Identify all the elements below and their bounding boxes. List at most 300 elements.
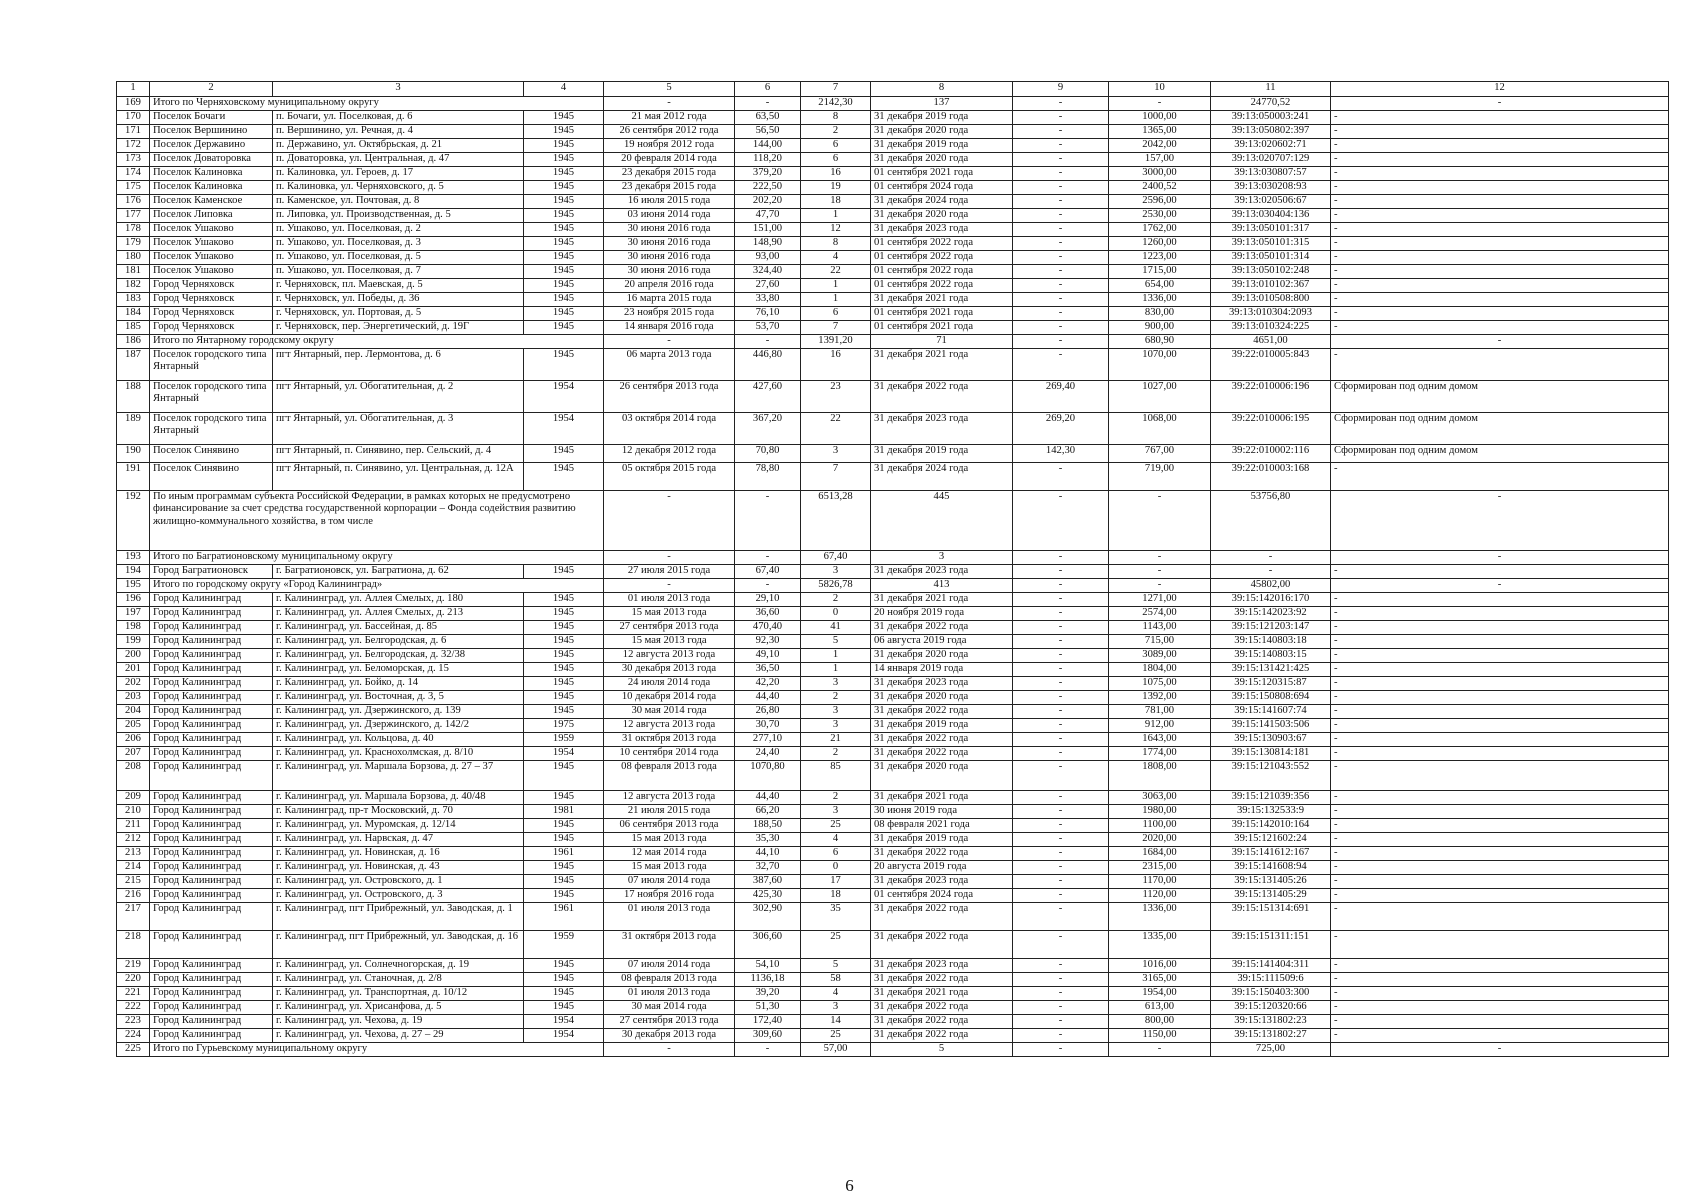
table-cell: 1945 xyxy=(524,223,604,237)
table-cell: - xyxy=(1331,293,1669,307)
table-cell: 26 сентября 2013 года xyxy=(604,381,735,413)
table-cell: 613,00 xyxy=(1109,1001,1211,1015)
table-cell: 1945 xyxy=(524,889,604,903)
table-row xyxy=(117,381,1669,413)
table-cell: - xyxy=(1331,593,1669,607)
table-cell: 12 августа 2013 года xyxy=(604,791,735,805)
table-cell: - xyxy=(1331,791,1669,805)
table-cell: Город Калининград xyxy=(150,987,273,1001)
table-row-summary xyxy=(117,551,1669,565)
table-cell: г. Калининград, ул. Нарвская, д. 47 xyxy=(273,833,524,847)
table-cell: г. Калининград, ул. Маршала Борзова, д. 27 – 37 xyxy=(273,761,524,791)
table-row xyxy=(117,607,1669,621)
table-cell: 387,60 xyxy=(735,875,801,889)
table-cell: 1945 xyxy=(524,761,604,791)
table-cell: 1945 xyxy=(524,321,604,335)
table-cell: 1945 xyxy=(524,293,604,307)
table-cell: 58 xyxy=(801,973,871,987)
table-cell: - xyxy=(1013,819,1109,833)
table-cell: 39:15:131405:29 xyxy=(1211,889,1331,903)
table-cell: 03 июня 2014 года xyxy=(604,209,735,223)
table-cell: 45802,00 xyxy=(1211,579,1331,593)
table-cell: 01 сентября 2022 года xyxy=(871,251,1013,265)
table-cell: - xyxy=(1013,491,1109,551)
table-row xyxy=(117,237,1669,251)
table-cell: г. Калининград, ул. Островского, д. 1 xyxy=(273,875,524,889)
table-cell: г. Калининград, ул. Транспортная, д. 10/12 xyxy=(273,987,524,1001)
table-cell: 225 xyxy=(117,1043,150,1057)
table-cell: 205 xyxy=(117,719,150,733)
table-cell: 14 xyxy=(801,1015,871,1029)
table-cell: 211 xyxy=(117,819,150,833)
table-cell: - xyxy=(1331,819,1669,833)
table-cell: 39:15:111509:6 xyxy=(1211,973,1331,987)
table-cell: - xyxy=(1211,551,1331,565)
table-cell: 57,00 xyxy=(801,1043,871,1057)
table-cell: 01 сентября 2024 года xyxy=(871,889,1013,903)
table-cell: - xyxy=(1331,125,1669,139)
table-cell: Город Калининград xyxy=(150,903,273,931)
table-cell: 148,90 xyxy=(735,237,801,251)
table-cell: 2 xyxy=(801,593,871,607)
table-cell: - xyxy=(1331,719,1669,733)
table-cell: 01 сентября 2021 года xyxy=(871,307,1013,321)
table-cell: 1954 xyxy=(524,413,604,445)
table-cell: - xyxy=(604,1043,735,1057)
table-cell: 715,00 xyxy=(1109,635,1211,649)
table-cell: - xyxy=(1331,265,1669,279)
table-cell: 31 декабря 2021 года xyxy=(871,293,1013,307)
table-cell: 10 декабря 2014 года xyxy=(604,691,735,705)
table-cell: - xyxy=(1013,621,1109,635)
table-cell: пгт Янтарный, п. Синявино, пер. Сельский, д. 4 xyxy=(273,445,524,463)
table-cell: 39:15:142016:170 xyxy=(1211,593,1331,607)
table-cell: 170 xyxy=(117,111,150,125)
table-cell: 2400,52 xyxy=(1109,181,1211,195)
table-cell: 5 xyxy=(801,959,871,973)
table-cell: 269,40 xyxy=(1013,381,1109,413)
table-cell: 219 xyxy=(117,959,150,973)
table-cell: 31 декабря 2022 года xyxy=(871,1029,1013,1043)
table-cell: 1136,18 xyxy=(735,973,801,987)
table-cell: - xyxy=(604,579,735,593)
table-cell: Итого по Черняховскому муниципальному округу xyxy=(150,97,604,111)
table-cell: 39:22:010006:195 xyxy=(1211,413,1331,445)
table-cell: 17 ноября 2016 года xyxy=(604,889,735,903)
table-cell: 202,20 xyxy=(735,195,801,209)
table-cell: 1075,00 xyxy=(1109,677,1211,691)
table-cell: 1170,00 xyxy=(1109,875,1211,889)
table-cell: 189 xyxy=(117,413,150,445)
table-cell: - xyxy=(1013,307,1109,321)
table-cell: - xyxy=(1331,861,1669,875)
table-cell: 31 декабря 2022 года xyxy=(871,621,1013,635)
table-cell: - xyxy=(1109,579,1211,593)
table-cell: Город Калининград xyxy=(150,747,273,761)
table-cell: - xyxy=(1013,691,1109,705)
table-cell: 2596,00 xyxy=(1109,195,1211,209)
table-cell: 93,00 xyxy=(735,251,801,265)
table-cell: 31 декабря 2023 года xyxy=(871,875,1013,889)
table-cell: 5 xyxy=(801,635,871,649)
table-cell: 36,60 xyxy=(735,607,801,621)
table-cell: Город Черняховск xyxy=(150,307,273,321)
table-cell: - xyxy=(1331,195,1669,209)
table-row xyxy=(117,705,1669,719)
table-row xyxy=(117,931,1669,959)
table-cell: 767,00 xyxy=(1109,445,1211,463)
table-cell: Город Калининград xyxy=(150,761,273,791)
header-cell: 4 xyxy=(524,82,604,97)
table-cell: 1684,00 xyxy=(1109,847,1211,861)
table-cell: - xyxy=(1331,691,1669,705)
table-cell: 1945 xyxy=(524,959,604,973)
table-cell: 6 xyxy=(801,139,871,153)
table-row xyxy=(117,413,1669,445)
table-cell: 30 июня 2016 года xyxy=(604,265,735,279)
table-cell: 413 xyxy=(871,579,1013,593)
table-cell: 1945 xyxy=(524,677,604,691)
table-cell: г. Калининград, ул. Маршала Борзова, д. 40/48 xyxy=(273,791,524,805)
table-cell: - xyxy=(1331,463,1669,491)
table-cell: 31 декабря 2019 года xyxy=(871,139,1013,153)
table-cell: 15 мая 2013 года xyxy=(604,833,735,847)
table-cell: 174 xyxy=(117,167,150,181)
table-cell: Город Калининград xyxy=(150,875,273,889)
table-cell: Город Калининград xyxy=(150,607,273,621)
table-cell: 202 xyxy=(117,677,150,691)
table-cell: 21 мая 2012 года xyxy=(604,111,735,125)
table-cell: Поселок Синявино xyxy=(150,445,273,463)
table-cell: 1945 xyxy=(524,607,604,621)
table-cell: Итого по Багратионовскому муниципальному округу xyxy=(150,551,604,565)
table-cell: - xyxy=(1013,139,1109,153)
table-cell: 01 июля 2013 года xyxy=(604,593,735,607)
table-row xyxy=(117,593,1669,607)
table-cell: 01 сентября 2021 года xyxy=(871,167,1013,181)
table-cell: 39:22:010005:843 xyxy=(1211,349,1331,381)
table-cell: - xyxy=(1013,861,1109,875)
table-cell: 12 мая 2014 года xyxy=(604,847,735,861)
table-cell: г. Калининград, ул. Краснохолмская, д. 8/10 xyxy=(273,747,524,761)
table-row xyxy=(117,959,1669,973)
table-cell: Поселок Синявино xyxy=(150,463,273,491)
data-table xyxy=(116,81,1669,1057)
table-cell: 15 мая 2013 года xyxy=(604,861,735,875)
table-cell: 1945 xyxy=(524,833,604,847)
table-cell: 39:15:151314:691 xyxy=(1211,903,1331,931)
table-cell: - xyxy=(604,97,735,111)
table-cell: 22 xyxy=(801,413,871,445)
table-cell: 181 xyxy=(117,265,150,279)
table-cell: 1808,00 xyxy=(1109,761,1211,791)
table-cell: 2 xyxy=(801,125,871,139)
table-row xyxy=(117,251,1669,265)
table-cell: - xyxy=(1331,565,1669,579)
table-cell: 216 xyxy=(117,889,150,903)
table-cell: 2315,00 xyxy=(1109,861,1211,875)
table-cell: 24,40 xyxy=(735,747,801,761)
table-cell: 92,30 xyxy=(735,635,801,649)
table-cell: 25 xyxy=(801,1029,871,1043)
table-row xyxy=(117,791,1669,805)
table-cell: 781,00 xyxy=(1109,705,1211,719)
table-cell: 47,70 xyxy=(735,209,801,223)
table-cell: 5 xyxy=(871,1043,1013,1057)
table-row xyxy=(117,125,1669,139)
table-cell: - xyxy=(1013,733,1109,747)
table-cell: 39:15:131802:27 xyxy=(1211,1029,1331,1043)
table-cell: 31 декабря 2022 года xyxy=(871,931,1013,959)
table-cell: 7 xyxy=(801,321,871,335)
table-cell: - xyxy=(1013,663,1109,677)
table-cell: 1100,00 xyxy=(1109,819,1211,833)
table-row-summary xyxy=(117,97,1669,111)
table-cell: - xyxy=(1013,791,1109,805)
table-cell: 1715,00 xyxy=(1109,265,1211,279)
table-cell: 39:15:141607:74 xyxy=(1211,705,1331,719)
table-cell: 213 xyxy=(117,847,150,861)
table-cell: 3063,00 xyxy=(1109,791,1211,805)
table-cell: - xyxy=(1013,593,1109,607)
table-row xyxy=(117,635,1669,649)
table-cell: 193 xyxy=(117,551,150,565)
table-cell: 157,00 xyxy=(1109,153,1211,167)
table-cell: 27,60 xyxy=(735,279,801,293)
table-cell: 3 xyxy=(801,565,871,579)
table-cell: 214 xyxy=(117,861,150,875)
table-cell: 51,30 xyxy=(735,1001,801,1015)
table-cell: 1945 xyxy=(524,875,604,889)
table-cell: 1945 xyxy=(524,463,604,491)
table-cell: - xyxy=(1331,889,1669,903)
table-cell: 1945 xyxy=(524,649,604,663)
table-cell: 30 декабря 2013 года xyxy=(604,1029,735,1043)
table-cell: 39:15:132533:9 xyxy=(1211,805,1331,819)
table-cell: - xyxy=(1331,875,1669,889)
table-cell: 179 xyxy=(117,237,150,251)
table-cell: 31 декабря 2022 года xyxy=(871,705,1013,719)
table-cell: Город Черняховск xyxy=(150,293,273,307)
table-cell: 1336,00 xyxy=(1109,293,1211,307)
table-row xyxy=(117,805,1669,819)
table-cell: 23 декабря 2015 года xyxy=(604,181,735,195)
table-cell: 1945 xyxy=(524,1001,604,1015)
table-cell: 199 xyxy=(117,635,150,649)
table-cell: - xyxy=(1331,321,1669,335)
table-cell: 446,80 xyxy=(735,349,801,381)
table-cell: 8 xyxy=(801,237,871,251)
table-cell: 39:15:142023:92 xyxy=(1211,607,1331,621)
table-cell: 1945 xyxy=(524,791,604,805)
table-cell: 215 xyxy=(117,875,150,889)
table-cell: 18 xyxy=(801,889,871,903)
table-cell: - xyxy=(1013,847,1109,861)
table-cell: 223 xyxy=(117,1015,150,1029)
table-cell: г. Калининград, ул. Муромская, д. 12/14 xyxy=(273,819,524,833)
table-cell: - xyxy=(1013,677,1109,691)
table-cell: 3 xyxy=(801,719,871,733)
table-cell: 200 xyxy=(117,649,150,663)
table-cell: г. Калининград, ул. Новинская, д. 16 xyxy=(273,847,524,861)
table-cell: 201 xyxy=(117,663,150,677)
table-cell: 26,80 xyxy=(735,705,801,719)
table-cell: 30,70 xyxy=(735,719,801,733)
table-cell: 39:15:141503:506 xyxy=(1211,719,1331,733)
table-cell: 172 xyxy=(117,139,150,153)
table-cell: 1 xyxy=(801,293,871,307)
table-cell: 10 сентября 2014 года xyxy=(604,747,735,761)
table-cell: - xyxy=(1331,931,1669,959)
table-row xyxy=(117,649,1669,663)
table-cell: - xyxy=(1331,1015,1669,1029)
table-cell: 39:13:050101:317 xyxy=(1211,223,1331,237)
table-row xyxy=(117,973,1669,987)
table-cell: 5826,78 xyxy=(801,579,871,593)
table-cell: - xyxy=(1331,903,1669,931)
table-cell: 7 xyxy=(801,463,871,491)
table-cell: 1945 xyxy=(524,565,604,579)
table-cell: 31 декабря 2020 года xyxy=(871,209,1013,223)
table-cell: 1959 xyxy=(524,733,604,747)
table-row xyxy=(117,987,1669,1001)
table-cell: 31 декабря 2019 года xyxy=(871,833,1013,847)
table-cell: 144,00 xyxy=(735,139,801,153)
table-cell: 3 xyxy=(801,445,871,463)
table-cell: 1945 xyxy=(524,195,604,209)
table-cell: 218 xyxy=(117,931,150,959)
header-cell: 1 xyxy=(117,82,150,97)
table-cell: 1643,00 xyxy=(1109,733,1211,747)
table-cell: 719,00 xyxy=(1109,463,1211,491)
table-cell: Итого по городскому округу «Город Калининград» xyxy=(150,579,604,593)
table-cell: 1945 xyxy=(524,593,604,607)
table-cell: 178 xyxy=(117,223,150,237)
table-cell: Итого по Гурьевскому муниципальному округу xyxy=(150,1043,604,1057)
table-cell: 31 декабря 2020 года xyxy=(871,153,1013,167)
table-cell: - xyxy=(1331,111,1669,125)
table-cell: - xyxy=(1013,181,1109,195)
table-cell: 53,70 xyxy=(735,321,801,335)
table-cell: 39:13:050101:315 xyxy=(1211,237,1331,251)
table-row xyxy=(117,747,1669,761)
table-cell: 186 xyxy=(117,335,150,349)
table-cell: 185 xyxy=(117,321,150,335)
table-cell: 427,60 xyxy=(735,381,801,413)
table-cell: 1150,00 xyxy=(1109,1029,1211,1043)
table-cell: - xyxy=(1013,167,1109,181)
table-cell: г. Черняховск, ул. Победы, д. 36 xyxy=(273,293,524,307)
table-cell: - xyxy=(1013,1001,1109,1015)
table-cell: 39:15:140803:18 xyxy=(1211,635,1331,649)
table-cell: - xyxy=(1331,621,1669,635)
table-cell: - xyxy=(1013,833,1109,847)
table-cell: 31 декабря 2023 года xyxy=(871,959,1013,973)
table-cell: 654,00 xyxy=(1109,279,1211,293)
table-cell: 14 января 2019 года xyxy=(871,663,1013,677)
table-cell: 1120,00 xyxy=(1109,889,1211,903)
table-cell: - xyxy=(1331,181,1669,195)
table-cell: Поселок Ушаково xyxy=(150,251,273,265)
table-cell: 1335,00 xyxy=(1109,931,1211,959)
header-cell: 5 xyxy=(604,82,735,97)
table-cell: 01 июля 2013 года xyxy=(604,987,735,1001)
table-cell: - xyxy=(604,335,735,349)
table-cell: 39:15:141404:311 xyxy=(1211,959,1331,973)
table-cell: Город Калининград xyxy=(150,733,273,747)
table-cell: г. Калининград, ул. Дзержинского, д. 139 xyxy=(273,705,524,719)
table-cell: 1945 xyxy=(524,861,604,875)
table-row xyxy=(117,167,1669,181)
table-cell: Сформирован под одним домом xyxy=(1331,381,1669,413)
data-table-container xyxy=(116,81,1668,1057)
table-cell: г. Багратионовск, ул. Багратиона, д. 62 xyxy=(273,565,524,579)
table-cell: 39:15:121203:147 xyxy=(1211,621,1331,635)
table-cell: 31 декабря 2021 года xyxy=(871,791,1013,805)
table-cell: 39:15:120320:66 xyxy=(1211,1001,1331,1015)
table-cell: - xyxy=(1331,959,1669,973)
table-cell: Поселок Державино xyxy=(150,139,273,153)
table-cell: 1392,00 xyxy=(1109,691,1211,705)
table-cell: - xyxy=(1013,463,1109,491)
table-row xyxy=(117,565,1669,579)
table-cell: - xyxy=(1331,335,1669,349)
table-cell: 16 xyxy=(801,349,871,381)
table-cell: - xyxy=(735,491,801,551)
table-cell: - xyxy=(1331,663,1669,677)
table-row xyxy=(117,153,1669,167)
table-cell: - xyxy=(1331,153,1669,167)
table-cell: 2 xyxy=(801,691,871,705)
table-cell: 36,50 xyxy=(735,663,801,677)
table-cell: 23 xyxy=(801,381,871,413)
table-cell: 63,50 xyxy=(735,111,801,125)
table-row xyxy=(117,223,1669,237)
table-cell: 379,20 xyxy=(735,167,801,181)
table-cell: 31 декабря 2023 года xyxy=(871,565,1013,579)
header-cell: 8 xyxy=(871,82,1013,97)
table-cell: 1762,00 xyxy=(1109,223,1211,237)
table-cell: 23 ноября 2015 года xyxy=(604,307,735,321)
table-cell: - xyxy=(1013,761,1109,791)
table-cell: г. Калининград, ул. Аллея Смелых, д. 213 xyxy=(273,607,524,621)
header-cell: 9 xyxy=(1013,82,1109,97)
table-cell: 171 xyxy=(117,125,150,139)
table-cell: - xyxy=(1013,565,1109,579)
table-cell: 70,80 xyxy=(735,445,801,463)
table-cell: 1027,00 xyxy=(1109,381,1211,413)
table-cell: - xyxy=(1109,551,1211,565)
table-cell: 1365,00 xyxy=(1109,125,1211,139)
table-cell: - xyxy=(1331,987,1669,1001)
table-row xyxy=(117,111,1669,125)
table-cell: 1945 xyxy=(524,181,604,195)
table-cell: 1016,00 xyxy=(1109,959,1211,973)
table-cell: 31 декабря 2022 года xyxy=(871,973,1013,987)
table-cell: 39:13:010304:2093 xyxy=(1211,307,1331,321)
table-cell: - xyxy=(1013,1043,1109,1057)
table-cell: 31 декабря 2019 года xyxy=(871,111,1013,125)
table-cell: 06 сентября 2013 года xyxy=(604,819,735,833)
table-row xyxy=(117,321,1669,335)
table-cell: 1945 xyxy=(524,349,604,381)
table-cell: - xyxy=(1331,551,1669,565)
table-cell: - xyxy=(1331,635,1669,649)
table-cell: 1 xyxy=(801,663,871,677)
table-row xyxy=(117,209,1669,223)
page-number: 6 xyxy=(845,1176,854,1195)
table-cell: 1774,00 xyxy=(1109,747,1211,761)
